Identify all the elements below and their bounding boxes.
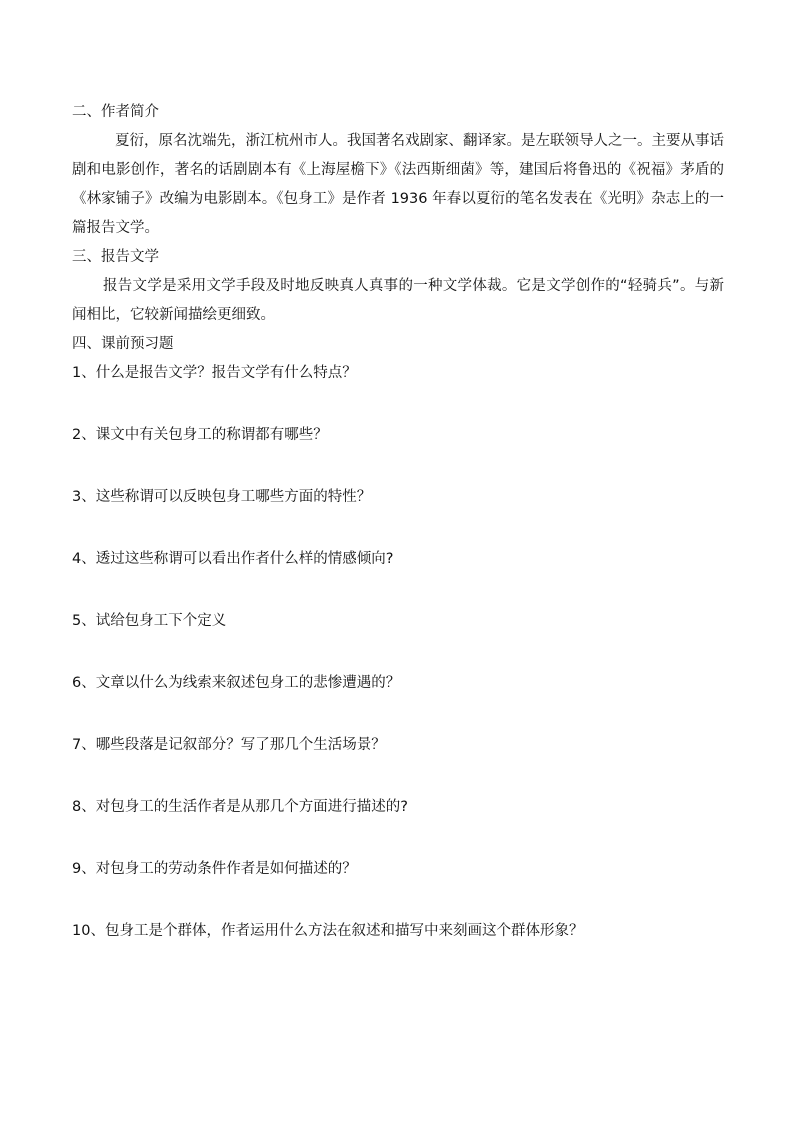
- author-bio-paragraph: 夏衍，原名沈端先，浙江杭州市人。我国著名戏剧家、翻译家。是左联领导人之一。主要从事话剧和电影创作，著名的话剧剧本有《上海屋檐下》《法西斯细菌》等，建国后将鲁迅的《祝福》茅盾的《林家铺子》改编为电影剧本。《包身工》是作者 1936 年春以夏衍的笔名发表在《光明》杂志上的一篇报告文学。: [72, 133, 724, 236]
- question-item: 5、试给包身工下个定义: [72, 613, 227, 629]
- question-item: 4、透过这些称谓可以看出作者什么样的情感倾向?: [72, 551, 394, 567]
- question-item: 10、包身工是个群体，作者运用什么方法在叙述和描写中来刻画这个群体形象？: [72, 923, 584, 939]
- preview-question-list: [72, 359, 724, 946]
- question-item: 3、这些称谓可以反映包身工哪些方面的特性？: [72, 489, 372, 505]
- question-item: 7、哪些段落是记叙部分？写了那几个生活场景？: [72, 737, 386, 753]
- question-item: 1、什么是报告文学？报告文学有什么特点？: [72, 365, 357, 381]
- question-item: 2、课文中有关包身工的称谓都有哪些？: [72, 427, 328, 443]
- reportage-definition-paragraph: 报告文学是采用文学手段及时地反映真人真事的一种文学体裁。它是文学创作的“轻骑兵”。与新闻相比，它较新闻描绘更细致。: [72, 278, 724, 323]
- section-heading-author: 二、作者简介: [72, 104, 159, 120]
- question-item: 9、对包身工的劳动条件作者是如何描述的？: [72, 861, 357, 877]
- question-item: 8、对包身工的生活作者是从那几个方面进行描述的?: [72, 799, 408, 815]
- section-heading-reportage: 三、报告文学: [72, 249, 159, 265]
- document-content: [72, 98, 724, 946]
- section-heading-preview: 四、课前预习题: [72, 336, 174, 352]
- question-item: 6、文章以什么为线索来叙述包身工的悲惨遭遇的？: [72, 675, 401, 691]
